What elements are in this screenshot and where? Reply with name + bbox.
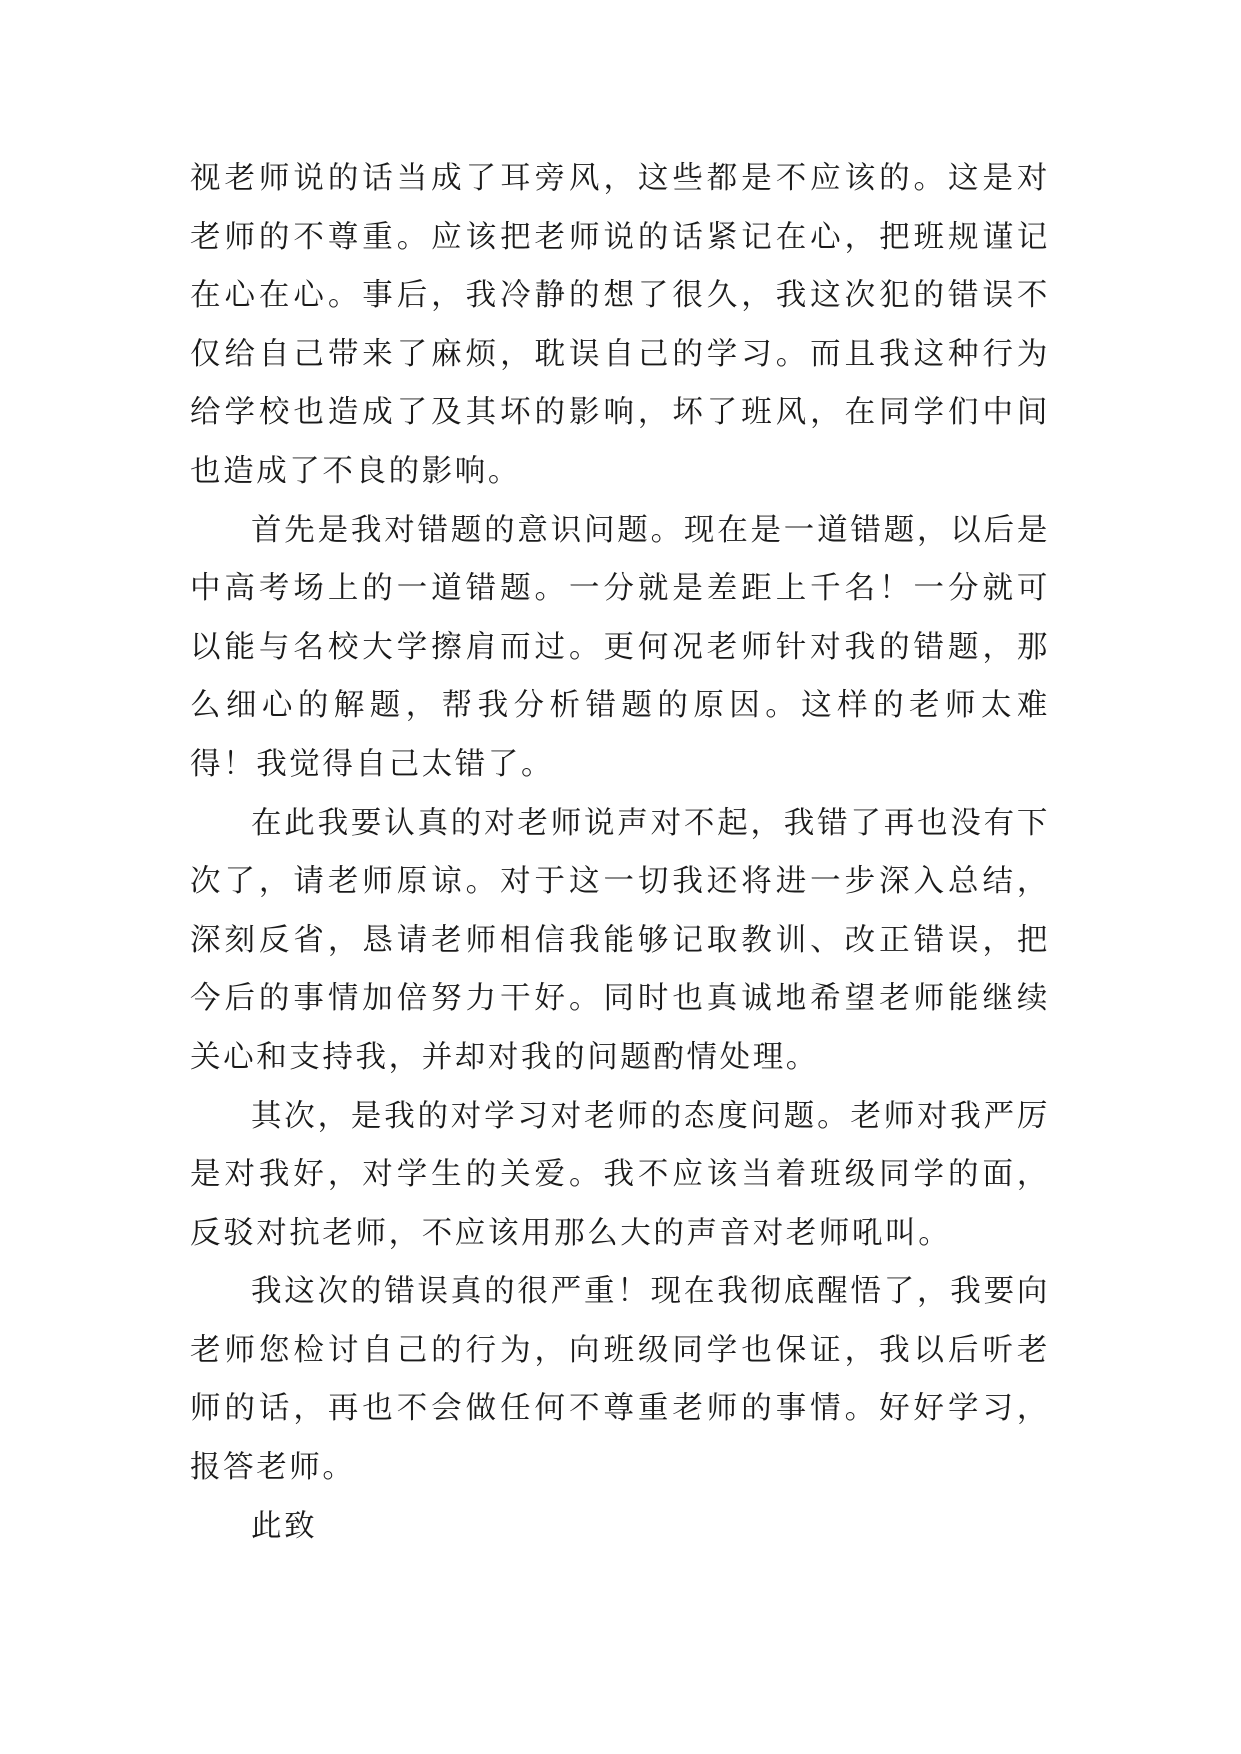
- letter-body: [190, 150, 1050, 1556]
- paragraph-continuation: 视老师说的话当成了耳旁风，这些都是不应该的。这是对老师的不尊重。应该把老师说的话紧记在心，把班规谨记在心在心。事后，我冷静的想了很久，我这次犯的错误不仅给自己带来了麻烦，耽误自己的学习。而且我这种行为给学校也造成了及其坏的影响，坏了班风，在同学们中间也造成了不良的影响。: [190, 161, 1050, 489]
- paragraph-attitude: 其次，是我的对学习对老师的态度问题。老师对我严厉是对我好，对学生的关爱。我不应该当着班级同学的面，反驳对抗老师，不应该用那么大的声音对老师吼叫。: [190, 1098, 1050, 1251]
- paragraph-promise: 我这次的错误真的很严重！现在我彻底醒悟了，我要向老师您检讨自己的行为，向班级同学也保证，我以后听老师的话，再也不会做任何不尊重老师的事情。好好学习，报答老师。: [190, 1274, 1050, 1486]
- closing-salutation: 此致: [251, 1508, 318, 1544]
- paragraph-apology: 在此我要认真的对老师说声对不起，我错了再也没有下次了，请老师原谅。对于这一切我还将进一步深入总结，深刻反省，恳请老师相信我能够记取教训、改正错误，把今后的事情加倍努力干好。同时也真诚地希望老师能继续关心和支持我，并却对我的问题酌情处理。: [190, 805, 1050, 1075]
- paragraph-error-awareness: 首先是我对错题的意识问题。现在是一道错题，以后是中高考场上的一道错题。一分就是差距上千名！一分就可以能与名校大学擦肩而过。更何况老师针对我的错题，那么细心的解题，帮我分析错题的原因。这样的老师太难得！我觉得自己太错了。: [190, 512, 1050, 782]
